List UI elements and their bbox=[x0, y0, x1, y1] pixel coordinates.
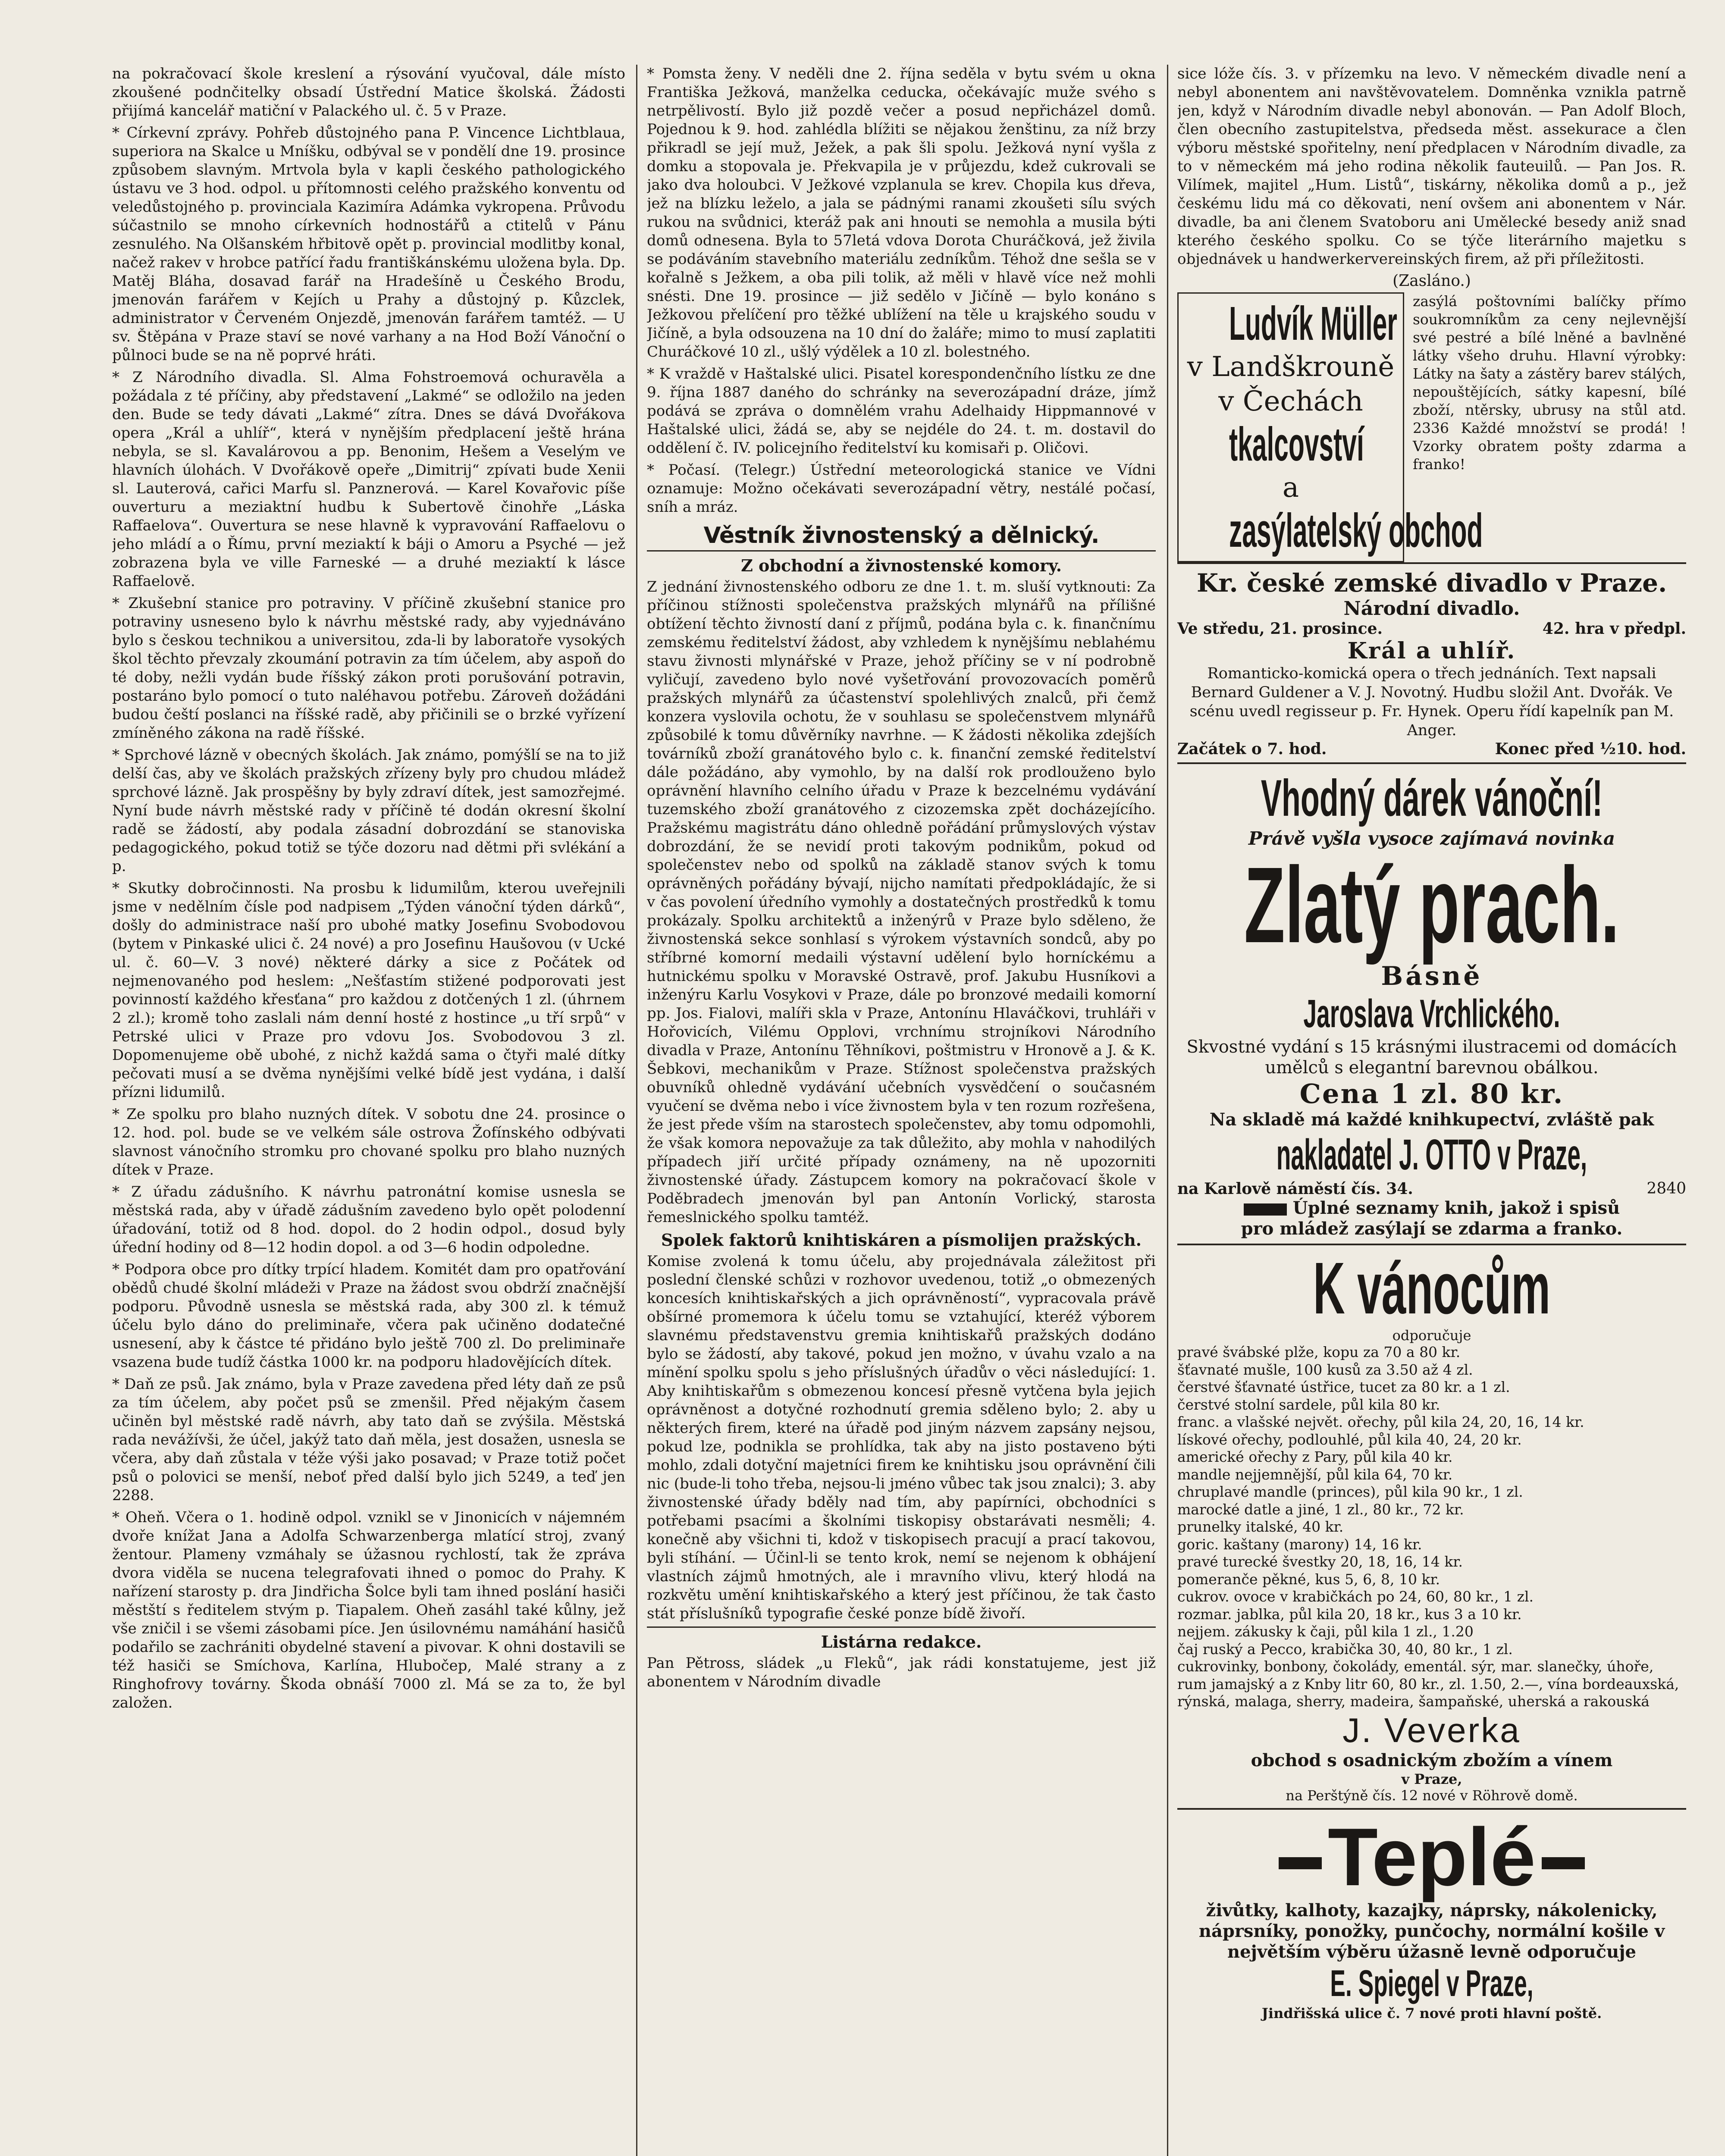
vanoce-item: goric. kaštany (marony) 14, 16 kr. bbox=[1177, 1536, 1422, 1553]
spiegel-ad bbox=[1177, 1808, 1686, 2026]
theatre-description: Romanticko-komická opera o třech jednáních. Text napsali Bernard Guldener a V. J. Novotný. Hudbu složil Ant. Dvořák. Ve scénu uvedl regisseur p. Fr. Hynek. Operu řídí kapelník pan M. Anger. bbox=[1189, 665, 1674, 739]
book-note-1: Úplné seznamy knih, jakož i spisů bbox=[1292, 1198, 1620, 1218]
column-rule bbox=[1167, 65, 1168, 2156]
vanoce-item: rozmar. jablka, půl kila 20, 18 kr., kus 3 a 10 kr. bbox=[1177, 1605, 1522, 1623]
spiegel-address: Jindřišská ulice č. 7 nové proti hlavní poště. bbox=[1261, 2005, 1602, 2021]
book-note-2: pro mládež zasýlají se zdarma a franko. bbox=[1241, 1219, 1623, 1239]
section-heading: Věstník živnostenský a dělnický. bbox=[703, 523, 1099, 548]
veverka-shop: obchod s osadnickým zbožím a vínem bbox=[1251, 1750, 1613, 1771]
book-ad-number: 2840 bbox=[1647, 1180, 1686, 1197]
article: na pokračovací škole kreslení a rýsování vyučoval, dále místo zkoušené podnčitelky obsadí Ústřední Matice školská. Žádosti přijímá kancelář matiční v Palackého ul. č. 5 v Praze. bbox=[112, 65, 625, 119]
book-address-row bbox=[1177, 1180, 1686, 1198]
vanoce-item: pravé turecké švestky 20, 18, 16, 14 kr. bbox=[1177, 1553, 1463, 1570]
muller-line: v Čechách bbox=[1218, 385, 1363, 417]
theatre-title: Kr. české zemské divadlo v Praze. bbox=[1196, 568, 1667, 598]
pointing-hand-icon bbox=[1279, 1857, 1322, 1869]
muller-trade: tkalcovství bbox=[1229, 418, 1364, 471]
vanoce-item: chruplavé mandle (princes), půl kila 90 kr., 1 zl. bbox=[1177, 1483, 1523, 1500]
muller-line: a bbox=[1282, 472, 1299, 504]
theatre-subtitle: Národní divadlo. bbox=[1343, 598, 1520, 620]
theatre-time-row bbox=[1177, 740, 1686, 758]
vanoce-item: pomeranče pěkné, kus 5, 6, 8, 10 kr. bbox=[1177, 1570, 1440, 1588]
article: * Z úřadu zádušního. K návrhu patronátní komise usnesla se městská rada, aby v úřadě zádušním zavedeno bylo opět polodenní úřadování, totiž od 8 hod. dopol. do 2 hodin odpol., dosud byly úřední hodiny od 8—12 hodin dopol. a od 3—6 hodin odpoledne. bbox=[112, 1183, 625, 1256]
article: * Z Národního divadla. Sl. Alma Fohstroemová ochuravěla a požádala z té příčiny, aby představení „Lakmé“ se odložilo na jeden den. Bude se tedy dávati „Lakmé“ zítra. Dnes se dává Dvořákova opera „Král a uhlíř“, která v nynějším předplacení ještě hrána nebyla, se sl. Kavalárovou a pp. Benonim, Hešem a Veselým ve hlavních úlohách. V Dvořákově opeře „Dimitrij“ zpívati bude Xenii sl. Lauterová, cařici Marfu sl. Panznerová. — Karel Kovařovic píše ouverturu a meziaktní hudbu k Subertově činohře „Láska Raffaelova“. Ouvertura se nese hlavně k vypravování Raffaelovu o jeho mládí a o Římu, první meziaktí k báji o Amoru a Psyché — jež zobrazena byla ve ville Farneské — a druhé meziaktí k lásce Raffaelově. bbox=[112, 369, 625, 590]
newspaper-page bbox=[112, 65, 1686, 2156]
theatre-play: Král a uhlíř. bbox=[1347, 638, 1516, 664]
article: * Daň ze psů. Jak známo, byla v Praze zavedena před léty daň ze psů za tím účelem, aby počet psů se zmenšil. Před nějakým časem učiněn byl městské radě návrh, aby tato daň se zvýšila. Městská rada nevážívši, že účel, jakýž tato daň měla, jest dosažen, usnesla se včera, aby daň zůstala v téže výši jako posavad; v Praze totiž počet psů o polovici se menší, neboť před další bylo jich 5249, a teď jen 2288. bbox=[112, 1376, 625, 1504]
vanoce-item: cukrovinky, bonbony, čokolády, ementál. sýr, mar. slanečky, úhoře, rum jamajský a z Knby litr 60, 80 kr., zl. 1.50, 2.—, vína bordeauxská, rýnská, malaga, sherry, madeira, šampaňské, uherská a rakouská bbox=[1177, 1658, 1679, 1710]
article: * K vraždě v Haštalské ulici. Pisatel korespondenčního lístku ze dne 9. října 1887 daného do schránky na severozápadní dráze, jímž podává se zpráva o domnělém vrahu Adelhaidy Hippmannové v Haštalské ulici, žádá se, aby se nejdéle do 24. t. m. dostavil do oddělení č. IV. policejního ředitelství ku komisaři p. Oličovi. bbox=[647, 365, 1156, 457]
teple-text: živůtky, kalhoty, kazajky, náprsky, nákolenicky, náprsníky, ponožky, punčochy, normální košile v největším výběru úžasně levně odporučuje bbox=[1198, 1900, 1665, 1962]
vanoce-item: čerstvé stolní sardele, půl kila 80 kr. bbox=[1177, 1396, 1440, 1413]
article: Komise zvolená k tomu účelu, aby projednávala záležitost při poslední členské schůzi v rozhovor uvedenou, totiž „o obmezených koncesích knihtiskařských a jich oprávněností“, vypracovala právě obšírné promemora k účelu tomu se vztahující, kteréž výborem slavnému představenstvu gremia knihtiskařů pražských dodáno bylo se žádostí, aby takové, pokud jen možno, v úvahu vzalo a na mínění spolku spolu s jeho příslušných úřadův o věci následující: 1. Aby knihtiskařům s obmezenou koncesí přesně vytčena byla jejich oprávněnost a dotyčné rozhodnutí gremia sděleno bylo; 2. aby u některých firem, které na úřadě pod jiným názvem zapsány nejsou, pokud lze, podnikla se prohlídka, tak aby na jisto postaveno býti mohlo, zdali dotyční majetníci firem ke knihtisku jsou oprávnění čili nic (bude-li toho třeba, nejsou-li jméno vůbec tak jsou znalci); 3. aby živnostenské úřady bděly nad tím, aby papírníci, obchodníci s potřebami psacími a školními tiskopisy obstarávati nesměli; 4. konečně aby všichni ti, kdož v tiskopisech pracují a prací takovou, byli stíhání. — Účinl-li se tento krok, nemí se nejenom k obhájení vlastních zájmů hmotných, ale i mravního vlivu, který hlodá na rozkvětu umění knihtiskařského a který jest příčinou, že tak často stát příslušníků typografie české ponze bídě živoří. bbox=[647, 1253, 1156, 1622]
column-1 bbox=[112, 65, 625, 2156]
pointing-hand-icon bbox=[1244, 1203, 1287, 1216]
article: * Oheň. Včera o 1. hodině odpol. vznikl se v Jinonicích v nájemném dvoře knížat Jana a Adolfa Schwarzenberga mlatící stroj, zvaný žentour. Plameny vzmáhaly se úžasnou rychlostí, tak že zpráva dvora viděla se nucena telegrafovati ihned o pomoc do Prahy. K nařízení starosty p. dra Jindřicha Šolce byli tam ihned poslání hasiči městští s ředitelem stvým p. Tiapalem. Oheň zasáhl také kůlny, jež vše zničil i se všemi zásobami píce. Jen úsilovnému namáhání hasičů podařilo se zachrániti obydelné stavení a pivovar. K ohni dostavili se též hasiči se Smíchova, Karlína, Hlubočep, Malé strany a z Ringhofrovy továrny. Škoda obnáší 7000 zl. Má se za to, že byl založen. bbox=[112, 1509, 625, 1711]
book-price: Cena 1 zl. 80 kr. bbox=[1299, 1078, 1564, 1109]
veverka-city: v Praze, bbox=[1401, 1771, 1462, 1787]
teple-word: Teplé bbox=[1327, 1811, 1536, 1903]
vanoce-item: cukrov. ovoce v krabičkách po 24, 60, 80 kr., 1 zl. bbox=[1177, 1588, 1534, 1605]
theatre-ad bbox=[1177, 562, 1686, 762]
vanoce-item: šťavnaté mušle, 100 kusů za 3.50 až 4 zl. bbox=[1177, 1361, 1473, 1378]
muller-ad-box bbox=[1177, 292, 1483, 562]
article: sice lóže čís. 3. v přízemku na levo. V německém divadle není a nebyl abonentem ani navštěvovatelem. Domněnka vznikla patrně jen, když v Národním divadle nebyl abonován. — Pan Adolf Bloch, člen obecního zastupitelstva, předseda měst. assekurace a člen výboru městské spořitelny, není předplacen v Národním divadle, za to v německém má jeho rodina několik fauteuilů. — Pan Jos. R. Vilímek, majitel „Hum. Listů“, tiskárny, několika domů a p., jež českému lidu má co děkovati, není ovšem ani abonentem v Nár. divadle, ba ani členem Svatoboru ani Umělecké besedy aniž snad kterého českého spolku. Co se týče literárního majetku s objednávek u handwerkervereinských firem, až při příležitosti. bbox=[1177, 65, 1686, 268]
theatre-date-row bbox=[1177, 620, 1686, 638]
subheading: Z obchodní a živnostenské komory. bbox=[741, 556, 1062, 575]
pointing-hand-icon bbox=[1542, 1857, 1585, 1869]
article: Pan Pětross, sládek „u Fleků“, jak rádi konstatujeme, jest již abonentem v Národním divadle bbox=[647, 1655, 1156, 1690]
veverka-address: na Perštýně čís. 12 nové v Röhrově domě. bbox=[1286, 1787, 1578, 1804]
article: * Podpora obce pro dítky trpící hladem. Komitét dam pro opatřování obědů chudé školní mládeži v Praze na žádost svou obdrží značnější podporu. Původně usnesla se městská rada, aby 300 zl. k témuž účelu bylo dáno do preliminaře, včera pak učiněno dodatečné usnesení, aby k částce té přidáno bylo ještě 700 zl. Do preliminaře vsazena bude tudíž částka 1000 kr. na podporu hladovějících dítek. bbox=[112, 1261, 625, 1371]
theatre-performance: 42. hra v předpl. bbox=[1542, 620, 1686, 638]
book-stock: Na skladě má každé knihkupectví, zvláště pak bbox=[1209, 1109, 1654, 1130]
listarna-heading: Listárna redakce. bbox=[821, 1632, 982, 1651]
vanoce-item: americké ořechy z Pary, půl kila 40 kr. bbox=[1177, 1448, 1453, 1465]
teple-title bbox=[1177, 1811, 1686, 1903]
vanoce-item: prunelky italské, 40 kr. bbox=[1177, 1518, 1344, 1535]
vanoce-item: franc. a vlašské největ. ořechy, půl kila 24, 20, 16, 14 kr. bbox=[1177, 1413, 1584, 1430]
book-author: Jaroslava Vrchlického. bbox=[1303, 992, 1560, 1036]
book-description: Skvostné vydání s 15 krásnými ilustracemi od domácích umělců s elegantní barevnou obálkou. bbox=[1186, 1037, 1677, 1078]
vanoce-item: čerstvé šťavnaté ústřice, tucet za 80 kr. a 1 zl. bbox=[1177, 1379, 1510, 1395]
book-note bbox=[1177, 1198, 1686, 1219]
article: * Zkušební stanice pro potraviny. V příčině zkušební stanice pro potraviny usneseno bylo k návrhu městské rady, aby vyjednáváno bylo s českou technikou a universitou, zda-li by laboratoře vysokých škol těchto převzaly zkoumání potravin za tím účelem, aby aspoň do té doby, nežli vydán bude říšský zákon proti porušování potravin, postaráno bylo pomocí o tuto naléhavou potřebu. Zároveň dožádáni budou čeští poslanci na říšské radě, aby přičinili se o brzké vyřízení zmíněného zákona na radě říšské. bbox=[112, 595, 625, 742]
column-rule bbox=[636, 65, 637, 2156]
book-subhead: Právě vyšla vysoce zajímavá novinka bbox=[1248, 828, 1615, 849]
book-ad bbox=[1177, 762, 1686, 1244]
vanoce-item: čaj ruský a Pecco, krabička 30, 40, 80 kr., 1 zl. bbox=[1177, 1640, 1513, 1658]
theatre-date: Ve středu, 21. prosince. bbox=[1177, 620, 1383, 638]
muller-trade: zasýlatelský obchod bbox=[1229, 504, 1483, 557]
theatre-end: Konec před ½10. hod. bbox=[1495, 740, 1686, 758]
article: * Pomsta ženy. V neděli dne 2. října seděla v bytu svém u okna Františka Ježková, manželka ceducka, očekávajíc muže svého s netrpělivostí. Bylo již pozdě večer a posud nepřicházel domů. Pojednou k 9. hod. zahlédla blížiti se nějakou ženštinu, za níž brzy přikradl se její muž, Ježek, a pak šli spolu. Ježková nyní vyšla z domku a stopovala je. Překvapila je v průjezdu, kdež cukrovali se jako dva holoubci. V Ježkové vzplanula se krev. Chopila kus dřeva, jež na blízku leželo, a jala se pádnými ranami zkoušeti sílu svých rukou na svůdnici, kteráž pak ani hnouti se nemohla a musila býti domů odnesena. Byla to 57letá vdova Dorota Churáčková, jež živila se podáváním stavebního materiálu zedníkům. Téhož dne sešla se v kořalně s Ježkem, a oba pili tolik, až měli v hlavě více než mohli snésti. Dne 19. prosince — již sedělo v Jičíně — bylo konáno s Ježkovou přelíčení pro těžké ublížení na těle u krajského soudu v Jičíně, a byla odsouzena na 10 dní do žaláře; mimo to musí zaplatiti Churáčkové 10 zl., ušlý výdělek a 10 zl. bolestného. bbox=[647, 65, 1156, 360]
muller-line: v Landškrouně bbox=[1187, 351, 1395, 383]
spiegel-name: E. Spiegel v Praze, bbox=[1330, 1962, 1534, 2004]
article: * Skutky dobročinnosti. Na prosbu k lidumilům, kterou uveřejnili jsme v nedělním čísle pod nadpisem „Týden vánoční týden dárků“, došly do administrace naší pro ubohé matky Josefinu Svobodovou (bytem v Pinkaské ulici č. 24 nové) a pro Josefinu Haušovou (v Ucké ul. č. 60—V. 3 nové) některé dárky a sice z Počátek od nejmenovaného pod heslem: „Nešťastím stižené podporovati jest povinností každého křesťana“ pro každou z dotčených 1 zl. (úhrnem 2 zl.); kromě toho zaslali nám denní hosté z hostince „u tří srpů“ v Petrské ulici v Praze pro vdovu Jos. Svobodovou 3 zl. Dopomenujeme obě ubohé, z nichž každá sama o čtyři malé dítky pečovati musí a se dvěma nynějšími velké bídě jest vydána, i další přízni lidumilů. bbox=[112, 880, 625, 1101]
divider bbox=[647, 550, 1156, 552]
book-publisher: nakladatel J. OTTO v Praze, bbox=[1276, 1131, 1587, 1179]
article: * Ze spolku pro blaho nuzných dítek. V sobotu dne 24. prosince o 12. hod. pol. bude se ve velkém sále ostrova Žofínského odbývati slavnost vánočního stromku pro chované spolku pro blaho nuzných dítek v Praze. bbox=[112, 1106, 625, 1178]
vanoce-item: nejjem. zákusky k čaji, půl kila 1 zl., 1.20 bbox=[1177, 1623, 1474, 1640]
veverka-name: J. Veverka bbox=[1342, 1711, 1521, 1749]
article: * Počasí. (Telegr.) Ústřední meteorologická stanice ve Vídni oznamuje: Možno očekávati severozápadní větry, nestálé počasí, sníh a mráz. bbox=[647, 461, 1156, 516]
book-address: na Karlově náměstí čís. 34. bbox=[1177, 1180, 1413, 1198]
vanoce-title: K vánocům bbox=[1313, 1247, 1550, 1329]
vanoce-item: lískové ořechy, podlouhlé, půl kila 40, 24, 20 kr. bbox=[1177, 1431, 1522, 1448]
book-title: Zlatý prach. bbox=[1244, 845, 1619, 965]
book-genre: Básně bbox=[1381, 961, 1483, 991]
muller-text: zasýlá poštovními balíčky přímo soukromníkům za ceny nejlevnější své pestré a bílé lněné a bavlněné látky všeho druhu. Hlavní výrobky: Látky na šaty a zástěry barev stálých, nepouštějících, sátky kapesní, bílé zboží, ntěrsky, ubrusy na stůl atd. 2336 Každé množství se prodá! ! Vzorky obratem pošty zdarma a franko! bbox=[1413, 293, 1686, 473]
veverka-ad bbox=[1177, 1244, 1686, 1808]
vanoce-item: pravé švábské plže, kopu za 70 a 80 kr. bbox=[1177, 1344, 1461, 1360]
muller-name: Ludvík Müller bbox=[1229, 297, 1397, 350]
muller-ad bbox=[1177, 292, 1686, 562]
vanoce-item: marocké datle a jiné, 1 zl., 80 kr., 72 kr. bbox=[1177, 1501, 1464, 1518]
book-headline: Vhodný dárek vánoční! bbox=[1261, 769, 1603, 827]
column-3 bbox=[1177, 65, 1686, 2156]
theatre-start: Začátek o 7. hod. bbox=[1177, 740, 1327, 758]
column-2 bbox=[647, 65, 1156, 2156]
zaslano-label: (Zasláno.) bbox=[1393, 272, 1471, 290]
subheading: Spolek faktorů knihtiskáren a písmolijen pražských. bbox=[661, 1230, 1142, 1250]
vanoce-item: mandle nejjemnější, půl kila 64, 70 kr. bbox=[1177, 1466, 1453, 1483]
divider bbox=[647, 1626, 1156, 1628]
article: * Sprchové lázně v obecných školách. Jak známo, pomýšlí se na to již delší čas, aby ve školách pražských zřízeny byly pro chudou mládež sprchové lázně. Jak prospěšny by byly zdraví dítek, jest samozřejmé. Nyní bude návrh městské rady v příčině té dodán okresní školní radě se žádostí, aby podala zásadní dobrozdání se stanoviska pedagogického, pokud totiž se týče dozoru nad dětmi při svlékání a p. bbox=[112, 746, 625, 875]
article: Z jednání živnostenského odboru ze dne 1. t. m. sluší vytknouti: Za příčinou stížnosti společenstva pražských mlynářů na přílišné obtížení těchto živností daní z příjmů, podána byla c. k. finančnímu zemskému ředitelství žádost, aby vzhledem k nynějšímu neblahému stavu živnosti mlynářské v Praze, jehož příčiny se v ní podrobně vyličují, zavedeno bylo nové vyšetřování provozovacích poměrů pražských mlynářů za účastenství spolehlivých znalců, při čemž konzera vyslovila ochotu, že v souhlasu se společenstvem mlynářů způsobilé k tomu důvěrníky navrhne. — K žádosti několika zdejších továrníků zboží granátového bylo c. k. finanční zemské ředitelství dále požádáno, aby vymohlo, by na další rok prodlouženo bylo oprávnění hlavního celního úřadu v Praze k bezcelnému vydávání tuzemského zboží granátového z cizozemska zpět docházejícího. Pražskému magistrátu dáno ohledně pořádání průmyslových výstav dobrozdání, že se nevidí proti takovým podnikům, pokud od společenstev nebo od spolků na základě stanov svých k tomu oprávněných pořádány bývají, nijcho namítati předpokládajíc, že si v čas povolení úředního vymohly a dostatečných prostředků k tomu prokázaly. Spolku architektů a inženýrů v Praze bylo sděleno, že živnostenská sekce sonhlasí s výrokem výstavních sondců, aby po stříbrné komorní medaili výstavní udělení bylo horníckému a hutnickému spolku v Moravské Ostravě, prof. Jakubu Husníkovi a inženýru Karlu Vosykovi v Praze, dále po bronzové medaili komorní pp. Jos. Fialovi, malíři skla v Praze, Antonínu Hlaváčkovi, truhláři v Hořovicích, Vilému Opplovi, vrchnímu strojníkovi Národního divadla v Praze, Antonínu Těhníkovi, poštmistru v Hronově a J. & K. Šebkovi, mechanikům v Praze. Stížnost společenstva pražských obuvníků ohledně vydávání učebních vysvědčení o současném vyučení se dvěma nebo i více živnostem byla v ten rozum rozřešena, že jest přede vším na starostech společenstev, aby tomu odpomohli, že však komora nepovažuje za tak důležito, aby mohla v nahodilých případech jiří určité případy oznámeny, na ně upozorniti živnostenské úřady. Zástupcem komory na pokračovací škole v Poděbradech jmenován byl pan Antonín Vorlický, starosta řemeslnického spolku tamtéž. bbox=[647, 578, 1156, 1226]
article: * Církevní zprávy. Pohřeb důstojného pana P. Vincence Lichtblaua, superiora na Skalce u Mníšku, odbýval se v pondělí dne 19. prosince způsobem slavným. Mrtvola byla v kapli českého pathologického ústavu ve 3 hod. odpol. u přítomnosti celého pražského konventu od veledůstojného p. provinciala Kazimíra Adámka vykropena. Průvodu súčastnilo se mnoho církevních hodnostářů a ctitelů v Pánu zesnulého. Na Olšanském hřbitově opět p. provincial modlitby konal, načež rakev v hrobce patřící řadu františkánskému uložena byla. Dp. Matěj Bláha, dosavad farář na Hradešíně u Českého Brodu, jmenován farářem v Kejích u Prahy a důstojný p. Kůzclek, administrator v Červeném Onjezdě, jmenován farářem tamtéž. — U sv. Štěpána v Praze staví se nové varhany a na Hod Boží Vánoční o půlnoci bude se na ně poprvé hráti. bbox=[112, 124, 625, 364]
vanoce-subtitle: odporučuje bbox=[1392, 1327, 1471, 1344]
